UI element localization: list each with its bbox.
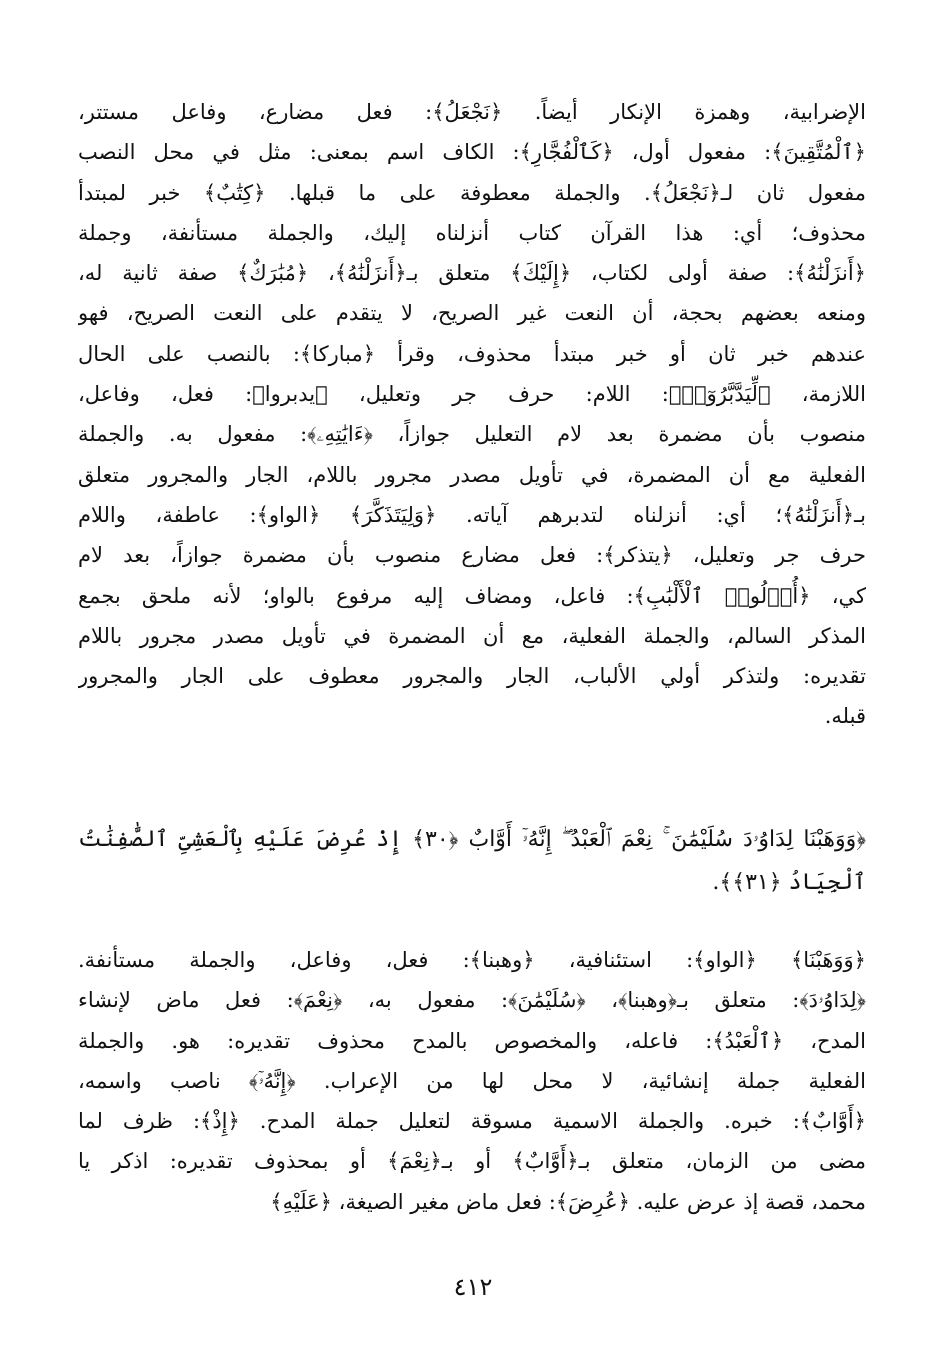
text-line: بـ﴿أَنزَلْنَٰهُ﴾؛ أي: أنزلناه لتدبرهم آياته. ﴿وَلِيَتَذَكَّرَ﴾ ﴿الواو﴾: عاطفة، واللام	[78, 502, 866, 527]
text-line: ﴿لِدَاوُۥدَ﴾: متعلق بـ﴿وهبنا﴾، ﴿سُلَيْمَٰنَ﴾: مفعول به، ﴿نِعْمَ﴾: فعل ماض لإنشاء	[78, 988, 866, 1013]
text-line: الإضرابية، وهمزة الإنكار أيضاً. ﴿نَجْعَلُ﴾: فعل مضارع، وفاعل مستتر،	[78, 100, 866, 124]
text-line: كي، ﴿أُو۟لُوا۟ ٱلْأَلْبَٰبِ﴾: فاعل، ومضاف إليه مرفوع بالواو؛ لأنه ملحق بجمع	[78, 583, 866, 608]
text-line: المذكر السالم، والجملة الفعلية، مع أن المضمرة في تأويل مصدر مجرور باللام	[78, 623, 866, 648]
text-line: محذوف؛ أي: هذا القرآن كتاب أنزلناه إليك، والجملة مستأنفة، وجملة	[78, 220, 866, 245]
text-line: محمد، قصة إذ عرض عليه. ﴿عُرِضَ﴾: فعل ماض مغير الصيغة، ﴿عَلَيْهِ﴾	[270, 1189, 866, 1214]
text-line: مضى من الزمان، متعلق بـ﴿أَوَّابٌ﴾ أو بـ﴿نِعْمَ﴾ أو بمحذوف تقديره: اذكر يا	[78, 1149, 866, 1174]
paragraph-grammar-analysis-2	[78, 940, 866, 1222]
paragraph-grammar-analysis-1	[78, 92, 866, 737]
text-line: ٱلْجِيَادُ ﴿٣١﴾﴾.	[712, 870, 866, 895]
text-line: ومنعه بعضهم بحجة، أن النعت غير الصريح، لا يتقدم على النعت الصريح، فهو	[78, 301, 866, 326]
page-number: ٤١٢	[453, 1273, 493, 1301]
text-line: الفعلية مع أن المضمرة، في تأويل مصدر مجرور باللام، الجار والمجرور متعلق	[78, 462, 866, 487]
text-line: ﴿وَوَهَبْنَا لِدَاوُۥدَ سُلَيْمَٰنَ ۚ نِعْمَ ٱلْعَبْدُ ۖ إِنَّهُۥٓ أَوَّابٌ ﴿٣٠﴾ إِذْ عُرِضَ عَلَيْهِ بِٱلْعَشِىِّ ٱلصَّٰفِنَٰتُ	[78, 827, 866, 852]
text-line: الفعلية جملة إنشائية، لا محل لها من الإعراب. ﴿إِنَّهُۥٓ﴾ ناصب واسمه،	[78, 1068, 866, 1093]
text-line: عندهم خبر ثان أو خبر مبتدأ محذوف، وقرأ ﴿مباركا﴾: بالنصب على الحال	[78, 341, 866, 366]
text-line: المدح، ﴿ٱلْعَبْدُ﴾: فاعله، والمخصوص بالمدح محذوف تقديره: هو. والجملة	[78, 1028, 866, 1053]
text-line: مفعول ثان لـ﴿نَجْعَلُ﴾. والجملة معطوفة على ما قبلها. ﴿كِتَٰبٌ﴾ خبر لمبتدأ	[78, 180, 866, 205]
text-line: اللازمة، ﴿لِّيَدَّبَّرُوٓا۟﴾: اللام: حرف جر وتعليل، ﴿يدبروا﴾: فعل، وفاعل،	[78, 382, 866, 407]
text-line: منصوب بأن مضمرة بعد لام التعليل جوازاً، ﴿ءَايَٰتِهِۦ﴾: مفعول به. والجملة	[78, 422, 866, 447]
text-line: ﴿وَوَهَبْنَا﴾ ﴿الواو﴾: استئنافية، ﴿وهبنا﴾: فعل، وفاعل، والجملة مستأنفة.	[78, 948, 866, 972]
text-line: قبله.	[824, 704, 866, 729]
text-line: تقديره: ولتذكر أولي الألباب، الجار والمجرور معطوف على الجار والمجرور	[78, 664, 866, 689]
text-line: ﴿ٱلْمُتَّقِينَ﴾: مفعول أول، ﴿كَٱلْفُجَّارِ﴾: الكاف اسم بمعنى: مثل في محل النصب	[78, 140, 866, 165]
text-line: ﴿أَوَّابٌ﴾: خبره. والجملة الاسمية مسوقة لتعليل جملة المدح. ﴿إِذْ﴾: ظرف لما	[78, 1109, 866, 1134]
quran-verse	[78, 818, 866, 904]
text-line: ﴿أَنزَلْنَٰهُ﴾: صفة أولى لكتاب، ﴿إِلَيْكَ﴾ متعلق بـ﴿أَنزَلْنَٰهُ﴾، ﴿مُبَٰرَكٌ﴾ صفة ثانية له،	[78, 261, 866, 286]
text-line: حرف جر وتعليل، ﴿يتذكر﴾: فعل مضارع منصوب بأن مضمرة جوازاً، بعد لام	[78, 543, 866, 568]
